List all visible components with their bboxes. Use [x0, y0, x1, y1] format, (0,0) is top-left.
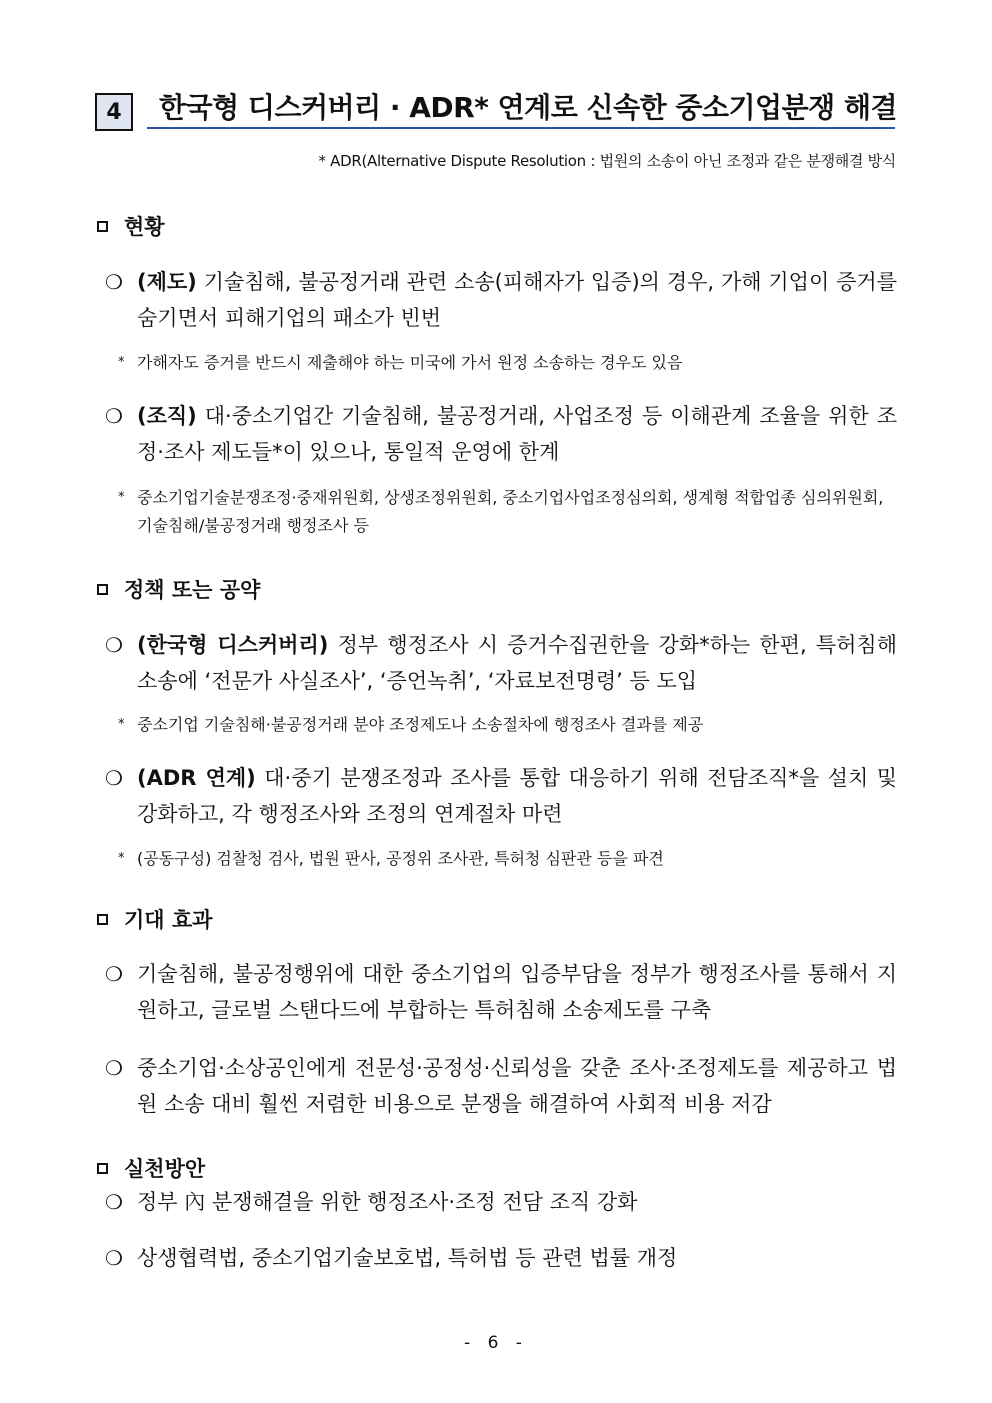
- section-heading-text: 정책 또는 공약: [124, 578, 261, 602]
- item-text: 정부 內 분쟁해결을 위한 행정조사·조정 전담 조직 강화: [137, 1190, 638, 1214]
- list-item: [105, 760, 897, 832]
- asterisk-icon: *: [118, 355, 125, 370]
- list-item: [105, 1240, 897, 1276]
- list-item: [105, 956, 897, 1028]
- page-number: - 6 -: [464, 1333, 528, 1353]
- item-label: (한국형 디스커버리): [137, 633, 329, 657]
- section-heading-text: 실천방안: [124, 1157, 206, 1181]
- footnote-text: 가해자도 증거를 반드시 제출해야 하는 미국에 가서 원정 소송하는 경우도 있음: [137, 353, 683, 372]
- item-label: (ADR 연계): [137, 766, 256, 790]
- list-item: [105, 1050, 897, 1122]
- circle-bullet-icon: ❍: [105, 1190, 123, 1214]
- footnote-text: (공동구성) 검찰청 검사, 법원 판사, 공정위 조사관, 특허청 심판관 등을 파견: [137, 849, 664, 868]
- footnote: [118, 349, 896, 377]
- circle-bullet-icon: ❍: [105, 633, 123, 657]
- section-heading-current: [97, 211, 165, 241]
- section-number-box: [95, 93, 133, 131]
- item-text: 대·중소기업간 기술침해, 불공정거래, 사업조정 등 이해관계 조율을 위한 조정·조사 제도들*이 있으나, 통일적 운영에 한계: [137, 404, 897, 464]
- item-text: 중소기업·소상공인에게 전문성·공정성·신뢰성을 갖춘 조사·조정제도를 제공하고 법원 소송 대비 훨씬 저렴한 비용으로 분쟁을 해결하여 사회적 비용 저감: [137, 1056, 897, 1116]
- item-label: (조직): [137, 404, 197, 428]
- circle-bullet-icon: ❍: [105, 404, 123, 428]
- footnote-text: 중소기업기술분쟁조정·중재위원회, 상생조정위원회, 중소기업사업조정심의회, 생계형 적합업종 심의위원회, 기술침해/불공정거래 행정조사 등: [137, 488, 884, 535]
- header-footnote: * ADR(Alternative Dispute Resolution : 법원의 소송이 아닌 조정과 같은 분쟁해결 방식: [318, 152, 896, 170]
- item-text: 상생협력법, 중소기업기술보호법, 특허법 등 관련 법률 개정: [137, 1246, 678, 1270]
- item-text: 기술침해, 불공정거래 관련 소송(피해자가 입증)의 경우, 가해 기업이 증거를 숨기면서 피해기업의 패소가 빈번: [137, 270, 897, 330]
- section-header: [95, 91, 898, 131]
- footnote: [118, 845, 896, 873]
- section-title: 한국형 디스커버리 · ADR* 연계로 신속한 중소기업분쟁 해결: [147, 91, 895, 129]
- item-text: 대·중기 분쟁조정과 조사를 통합 대응하기 위해 전담조직*을 설치 및 강화하고, 각 행정조사와 조정의 연계절차 마련: [137, 766, 897, 826]
- circle-bullet-icon: ❍: [105, 1056, 123, 1080]
- list-item: [105, 264, 897, 336]
- asterisk-icon: *: [118, 490, 125, 505]
- list-item: [105, 398, 897, 470]
- circle-bullet-icon: ❍: [105, 766, 123, 790]
- asterisk-icon: *: [118, 717, 125, 732]
- section-number: 4: [106, 99, 122, 125]
- square-bullet-icon: [97, 914, 108, 925]
- section-heading-policy: [97, 574, 260, 604]
- asterisk-icon: *: [118, 851, 125, 866]
- section-heading-text: 현황: [124, 215, 165, 239]
- item-text: 기술침해, 불공정행위에 대한 중소기업의 입증부담을 정부가 행정조사를 통해서 지원하고, 글로벌 스탠다드에 부합하는 특허침해 소송제도를 구축: [137, 962, 897, 1022]
- list-item: [105, 627, 897, 699]
- section-heading-text: 기대 효과: [124, 908, 213, 932]
- item-text: 정부 행정조사 시 증거수집권한을 강화*하는 한편, 특허침해 소송에 ‘전문가 사실조사’, ‘증언녹취’, ‘자료보전명령’ 등 도입: [137, 633, 898, 693]
- square-bullet-icon: [97, 584, 108, 595]
- circle-bullet-icon: ❍: [105, 1246, 123, 1270]
- footnote: [118, 711, 896, 739]
- section-heading-effects: [97, 904, 212, 934]
- footnote-text: 중소기업 기술침해·불공정거래 분야 조정제도나 소송절차에 행정조사 결과를 제공: [137, 715, 704, 734]
- section-heading-plan: [97, 1153, 205, 1183]
- list-item: [105, 1184, 897, 1220]
- square-bullet-icon: [97, 1163, 108, 1174]
- square-bullet-icon: [97, 221, 108, 232]
- circle-bullet-icon: ❍: [105, 270, 123, 294]
- footnote: [118, 484, 896, 540]
- circle-bullet-icon: ❍: [105, 962, 123, 986]
- item-label: (제도): [137, 270, 197, 294]
